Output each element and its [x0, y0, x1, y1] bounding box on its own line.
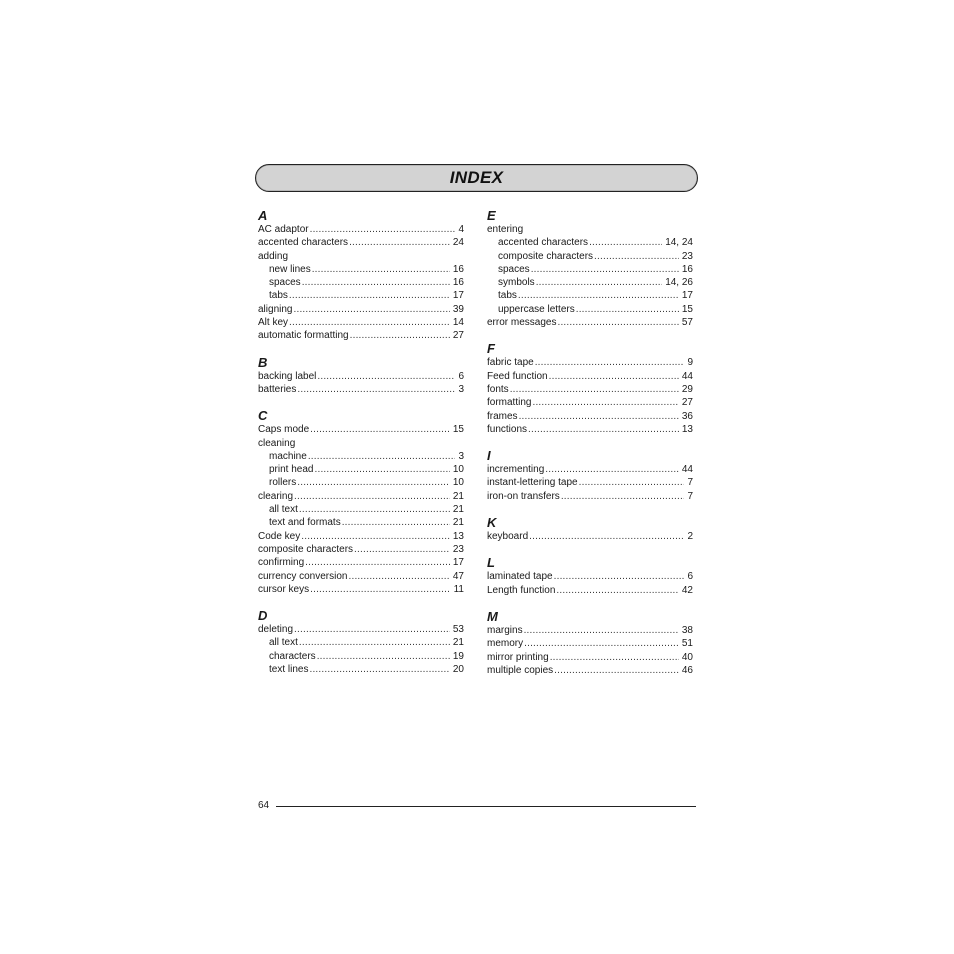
dot-leader: [550, 651, 679, 664]
entry-page: 17: [452, 557, 464, 569]
entry-page: 20: [452, 664, 464, 676]
index-subentry: [258, 463, 464, 476]
entry-page: 24: [452, 237, 464, 249]
dot-leader: [289, 316, 450, 329]
dot-leader: [317, 650, 450, 663]
index-subentry: [487, 236, 693, 249]
section-gap: [258, 343, 464, 355]
index-entry: [258, 370, 464, 383]
entry-page: 47: [452, 570, 464, 582]
index-subentry: [258, 650, 464, 663]
entry-page: 13: [452, 530, 464, 542]
entry-page: 44: [681, 370, 693, 382]
dot-leader: [579, 476, 685, 489]
entry-page: 27: [681, 397, 693, 409]
entry-page: 15: [452, 424, 464, 436]
index-entry: [487, 410, 693, 423]
entry-page: 38: [681, 624, 693, 636]
index-entry: [487, 383, 693, 396]
dot-leader: [302, 276, 450, 289]
entry-label: incrementing: [487, 464, 545, 476]
entry-label: tabs: [269, 290, 288, 302]
entry-label: tabs: [498, 290, 517, 302]
entry-label: memory: [487, 638, 524, 650]
index-subentry: [487, 263, 693, 276]
index-entry: [258, 236, 464, 249]
entry-label: print head: [269, 464, 314, 476]
section-letter: C: [258, 408, 268, 424]
entry-label: accented characters: [498, 237, 589, 249]
entry-page: 39: [452, 303, 464, 315]
entry-label: text and formats: [269, 517, 341, 529]
entry-page: 21: [452, 637, 464, 649]
dot-leader: [350, 329, 450, 342]
entry-page: 7: [687, 490, 693, 502]
entry-label: new lines: [269, 263, 311, 275]
entry-label: spaces: [269, 277, 301, 289]
index-entry: [487, 316, 693, 329]
dot-leader: [349, 236, 450, 249]
entry-page: 16: [452, 263, 464, 275]
dot-leader: [557, 316, 678, 329]
index-entry: [487, 476, 693, 489]
dot-leader: [549, 370, 679, 383]
entry-page: 3: [458, 383, 464, 395]
index-entry: [258, 556, 464, 569]
dot-leader: [314, 463, 449, 476]
dot-leader: [293, 303, 449, 316]
entry-label: deleting: [258, 624, 294, 636]
entry-page: 14, 26: [665, 277, 693, 289]
entry-label: multiple copies: [487, 664, 554, 676]
index-entry: [487, 664, 693, 677]
entry-page: 17: [681, 290, 693, 302]
dot-leader: [354, 543, 450, 556]
index-entry: [258, 583, 464, 596]
index-entry: [487, 624, 693, 637]
dot-leader: [317, 370, 455, 383]
entry-page: 57: [681, 317, 693, 329]
entry-label: automatic formatting: [258, 330, 349, 342]
entry-page: 15: [681, 303, 693, 315]
index-entry: [258, 623, 464, 636]
dot-leader: [536, 276, 663, 289]
entry-label: aligning: [258, 303, 293, 315]
dot-leader: [294, 623, 450, 636]
index-entry: [487, 490, 693, 503]
entry-page: 10: [452, 477, 464, 489]
entry-page: 36: [681, 410, 693, 422]
entry-label: machine: [269, 450, 307, 462]
entry-page: 16: [681, 263, 693, 275]
entry-label: spaces: [498, 263, 530, 275]
index-entry: [258, 490, 464, 503]
index-section: [258, 408, 464, 596]
index-entry: [487, 423, 693, 436]
entry-label: composite characters: [498, 250, 594, 262]
dot-leader: [289, 289, 450, 302]
index-subentry: [258, 636, 464, 649]
page-number: 64: [258, 800, 270, 811]
section-letter: E: [487, 208, 496, 223]
entry-page: 17: [452, 290, 464, 302]
entry-page: 3: [458, 450, 464, 462]
index-entry: [487, 530, 693, 543]
dot-leader: [529, 530, 684, 543]
dot-leader: [297, 383, 455, 396]
dot-leader: [305, 556, 450, 569]
dot-leader: [294, 490, 450, 503]
index-entry: [258, 437, 464, 450]
index-section: [258, 208, 464, 343]
entry-label: AC adaptor: [258, 224, 309, 235]
index-entry: [258, 423, 464, 436]
entry-label: fabric tape: [487, 357, 534, 369]
entry-label: rollers: [269, 477, 297, 489]
entry-label: instant-lettering tape: [487, 477, 578, 489]
dot-leader: [310, 223, 456, 236]
entry-label: all text: [269, 504, 298, 516]
index-entry: [258, 223, 464, 236]
entry-label: text lines: [269, 664, 309, 676]
index-subentry: [258, 503, 464, 516]
entry-label: formatting: [487, 397, 532, 409]
entry-page: 7: [687, 477, 693, 489]
page-title: INDEX: [449, 168, 504, 187]
index-entry: [258, 250, 464, 263]
entry-label: currency conversion: [258, 570, 348, 582]
entry-label: functions: [487, 423, 528, 435]
section-gap: [487, 503, 693, 515]
index-entry: [487, 570, 693, 583]
index-section: [258, 608, 464, 676]
index-entry: [487, 463, 693, 476]
entry-label: laminated tape: [487, 571, 553, 583]
entry-label: frames: [487, 410, 518, 422]
index-section: [487, 515, 693, 543]
index-subentry: [258, 450, 464, 463]
entry-page: 21: [452, 504, 464, 516]
index-entry: [258, 303, 464, 316]
entry-page: 40: [681, 651, 693, 663]
dot-leader: [561, 490, 685, 503]
dot-leader: [299, 503, 450, 516]
entry-label: confirming: [258, 557, 305, 569]
section-letter: D: [258, 608, 268, 624]
entry-label: uppercase letters: [498, 303, 575, 315]
entry-label: iron-on transfers: [487, 490, 560, 502]
section-gap: [487, 597, 693, 609]
dot-leader: [310, 423, 450, 436]
index-entry: [487, 396, 693, 409]
entry-label: batteries: [258, 383, 297, 395]
entry-page: 46: [681, 664, 693, 676]
entry-page: 21: [452, 490, 464, 502]
index-column-right: [487, 208, 693, 677]
entry-page: 11: [453, 583, 464, 595]
dot-leader: [342, 516, 450, 529]
section-letter: I: [487, 448, 491, 464]
section-letter: M: [487, 608, 498, 624]
dot-leader: [348, 570, 449, 583]
entry-label: Length function: [487, 584, 556, 596]
entry-page: 19: [452, 650, 464, 662]
section-letter: A: [258, 208, 268, 223]
index-subentry: [487, 303, 693, 316]
dot-leader: [299, 636, 450, 649]
dot-leader: [510, 383, 679, 396]
index-entry: [487, 651, 693, 664]
entry-label: Alt key: [258, 317, 289, 329]
entry-page: 10: [452, 464, 464, 476]
entry-page: 23: [681, 250, 693, 262]
entry-page: 4: [458, 224, 464, 235]
entry-label: entering: [487, 224, 524, 235]
dot-leader: [519, 410, 679, 423]
entry-page: 44: [681, 464, 693, 476]
section-gap: [487, 436, 693, 448]
entry-label: accented characters: [258, 237, 349, 249]
entry-label: composite characters: [258, 543, 354, 555]
entry-label: Code key: [258, 530, 301, 542]
index-entry: [258, 383, 464, 396]
entry-page: 51: [681, 638, 693, 650]
section-gap: [258, 396, 464, 408]
entry-label: adding: [258, 250, 289, 262]
dot-leader: [589, 236, 662, 249]
index-subentry: [258, 663, 464, 676]
entry-page: 13: [681, 423, 693, 435]
entry-page: 6: [687, 571, 693, 583]
entry-page: 16: [452, 277, 464, 289]
dot-leader: [576, 303, 679, 316]
index-subentry: [258, 516, 464, 529]
index-entry: [258, 316, 464, 329]
footer-rule: [276, 806, 696, 807]
index-title-banner: [255, 164, 698, 192]
entry-page: 53: [452, 624, 464, 636]
dot-leader: [531, 263, 679, 276]
dot-leader: [524, 637, 679, 650]
dot-leader: [554, 664, 679, 677]
entry-page: 21: [452, 517, 464, 529]
index-section: [258, 355, 464, 397]
index-section: [487, 208, 693, 329]
dot-leader: [556, 584, 678, 597]
dot-leader: [554, 570, 685, 583]
index-entry: [258, 543, 464, 556]
entry-page: 42: [681, 584, 693, 596]
index-entry: [258, 570, 464, 583]
entry-label: keyboard: [487, 531, 529, 543]
index-entry: [487, 370, 693, 383]
dot-leader: [301, 530, 450, 543]
index-section: [487, 341, 693, 436]
entry-label: margins: [487, 624, 523, 636]
section-gap: [487, 329, 693, 341]
index-entry: [487, 356, 693, 369]
index-section: [487, 555, 693, 597]
entry-label: cleaning: [258, 437, 296, 449]
entry-label: backing label: [258, 370, 317, 382]
dot-leader: [310, 583, 450, 596]
entry-label: symbols: [498, 277, 535, 289]
dot-leader: [524, 624, 679, 637]
dot-leader: [309, 663, 449, 676]
section-gap: [258, 596, 464, 608]
section-letter: F: [487, 341, 495, 357]
index-subentry: [258, 476, 464, 489]
dot-leader: [594, 250, 679, 263]
index-entry: [487, 223, 693, 236]
index-subentry: [487, 289, 693, 302]
dot-leader: [297, 476, 450, 489]
index-section: [487, 609, 693, 677]
section-letter: K: [487, 515, 497, 531]
section-letter: L: [487, 555, 495, 571]
dot-leader: [535, 356, 685, 369]
dot-leader: [528, 423, 679, 436]
dot-leader: [532, 396, 678, 409]
index-entry: [487, 637, 693, 650]
dot-leader: [518, 289, 679, 302]
entry-label: Feed function: [487, 370, 548, 382]
entry-label: all text: [269, 637, 298, 649]
index-column-left: [258, 208, 464, 676]
entry-label: Caps mode: [258, 424, 310, 436]
entry-page: 23: [452, 543, 464, 555]
index-entry: [487, 584, 693, 597]
index-subentry: [487, 276, 693, 289]
entry-label: error messages: [487, 317, 557, 329]
entry-label: cursor keys: [258, 583, 310, 595]
entry-label: characters: [269, 650, 316, 662]
index-subentry: [258, 289, 464, 302]
index-subentry: [258, 276, 464, 289]
entry-page: 6: [458, 370, 464, 382]
dot-leader: [545, 463, 679, 476]
dot-leader: [312, 263, 450, 276]
section-gap: [487, 543, 693, 555]
entry-label: fonts: [487, 383, 509, 395]
entry-page: 2: [687, 531, 693, 543]
entry-page: 29: [681, 383, 693, 395]
index-entry: [258, 530, 464, 543]
entry-page: 14, 24: [665, 237, 693, 249]
section-letter: B: [258, 354, 268, 370]
index-entry: [258, 329, 464, 342]
entry-page: 27: [452, 330, 464, 342]
index-subentry: [258, 263, 464, 276]
index-subentry: [487, 250, 693, 263]
entry-page: 14: [452, 317, 464, 329]
entry-label: mirror printing: [487, 651, 549, 663]
dot-leader: [308, 450, 456, 463]
entry-label: clearing: [258, 490, 294, 502]
index-section: [487, 448, 693, 503]
entry-page: 9: [687, 357, 693, 369]
